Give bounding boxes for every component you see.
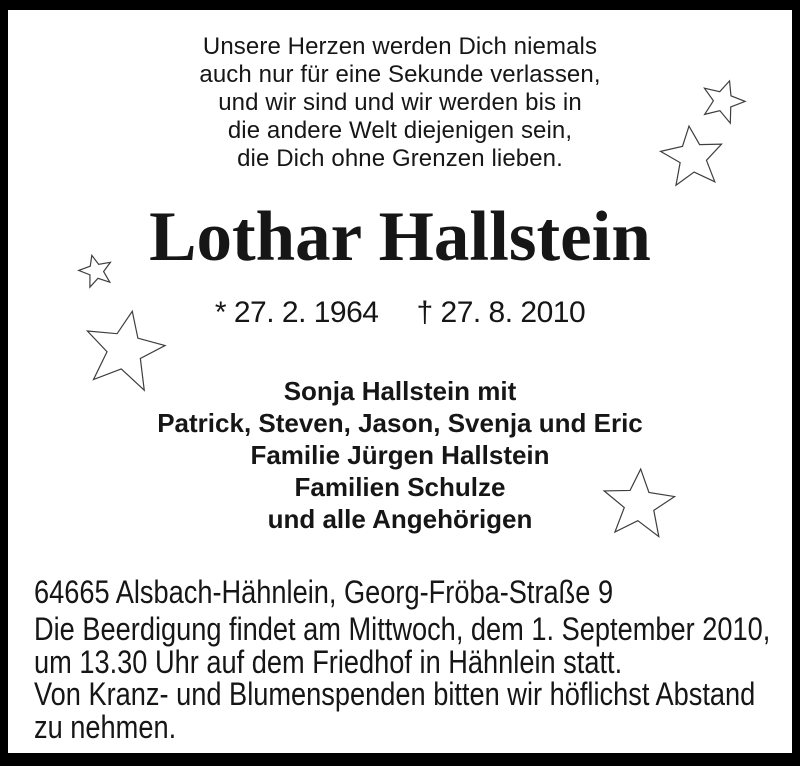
birth-date: * 27. 2. 1964	[214, 296, 379, 329]
poem-line: und wir sind und wir werden bis in	[218, 89, 582, 116]
deceased-name: Lothar Hallstein	[149, 198, 651, 276]
funeral-information	[34, 613, 770, 743]
mourner-line: und alle Angehörigen	[267, 504, 533, 534]
mourner-line: Familie Jürgen Hallstein	[250, 440, 550, 470]
death-date: † 27. 8. 2010	[416, 296, 586, 329]
funeral-line: Die Beerdigung findet am Mittwoch, dem 1. September 2010,	[34, 611, 771, 647]
poem-line: die Dich ohne Grenzen lieben.	[237, 145, 563, 172]
memorial-poem	[8, 33, 792, 173]
mourners-list	[8, 375, 792, 535]
funeral-line: Von Kranz- und Blumenspenden bitten wir höflichst Abstand	[34, 676, 756, 712]
poem-line: die andere Welt diejenigen sein,	[227, 117, 573, 144]
funeral-line: um 13.30 Uhr auf dem Friedhof in Hähnlein statt.	[34, 643, 623, 680]
poem-line: Unsere Herzen werden Dich niemals	[202, 33, 598, 60]
life-dates	[8, 296, 792, 330]
mourner-line: Familien Schulze	[294, 472, 506, 502]
mourner-line: Sonja Hallstein mit	[283, 376, 517, 406]
mourner-line: Patrick, Steven, Jason, Svenja und Eric	[157, 408, 643, 438]
funeral-line: zu nehmen.	[34, 708, 177, 745]
family-address: 64665 Alsbach-Hähnlein, Georg-Fröba-Straße 9	[34, 574, 614, 610]
poem-line: auch nur für eine Sekunde verlassen,	[199, 61, 601, 88]
